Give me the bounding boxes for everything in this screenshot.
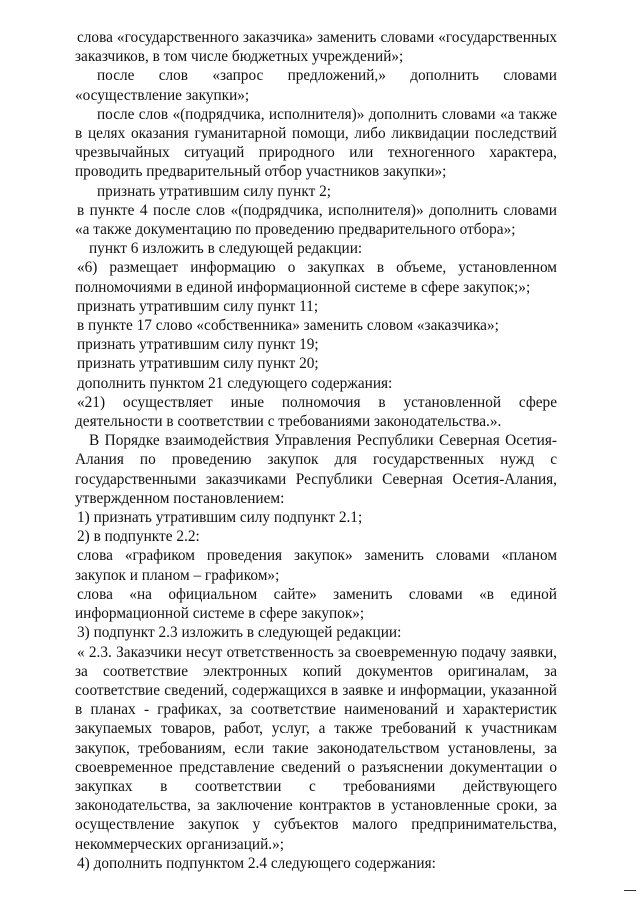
paragraph-16: 2) в подпункте 2.2: xyxy=(77,528,200,546)
paragraph-10: признать утратившим силу пункт 19; xyxy=(77,336,319,354)
paragraph-11: признать утратившим силу пункт 20; xyxy=(77,355,319,373)
paragraph-19: 3) подпункт 2.3 изложить в следующей редакции: xyxy=(77,624,402,642)
paragraph-14: В Порядке взаимодействия Управления Республики Северная Осетия-Алания по проведению закупок для государственных нужд с государственными заказчиками Республики Северная Осетия-Алания, утвержденном постановлением: xyxy=(75,432,557,507)
paragraph-9: в пункте 17 слово «собственника» заменить словом «заказчика»; xyxy=(77,317,499,335)
paragraph-7: «6) размещает информацию о закупках в объеме, установленном полномочиями в единой информационной системе в сфере закупок;»; xyxy=(75,259,557,296)
paragraph-6: пункт 6 изложить в следующей редакции: xyxy=(89,240,363,258)
paragraph-21: 4) дополнить подпунктом 2.4 следующего содержания: xyxy=(77,854,436,872)
paragraph-18: слова «на официальном сайте» заменить словами «в единой информационной системе в сфере закупок»; xyxy=(75,585,557,623)
paragraph-13: «21) осуществляет иные полномочия в установленной сфере деятельности в соответствии с требованиями законодательства.». xyxy=(75,393,557,431)
paragraph-1: слова «государственного заказчика» заменить словами «государственных заказчиков, в том числе бюджетных учреждений»; xyxy=(75,29,557,66)
paragraph-15: 1) признать утратившим силу подпункт 2.1; xyxy=(77,509,363,527)
paragraph-4: признать утратившим силу пункт 2; xyxy=(97,182,331,200)
paragraph-3: после слов «(подрядчика, исполнителя)» дополнить словами «а также в целях оказания гуманитарной помощи, либо ликвидации последствий чрезвычайных ситуаций природного или техногенного характера, проводить предварительный отбор участников закупки»; xyxy=(75,105,557,181)
paragraph-12: дополнить пунктом 21 следующего содержания: xyxy=(77,374,393,392)
paragraph-2: после слов «запрос предложений,» дополнить словами «осуществление закупки»; xyxy=(75,67,557,104)
document-body xyxy=(75,28,557,873)
scan-edge-mark xyxy=(624,890,636,891)
paragraph-17: слова «графиком проведения закупок» заменить словами «планом закупок и планом – графиком»; xyxy=(75,547,557,584)
paragraph-5: в пункте 4 после слов «(подрядчика, исполнителя)» дополнить словами «а также документацию по проведению предварительного отбора»; xyxy=(75,201,557,239)
paragraph-8: признать утратившим силу пункт 11; xyxy=(77,297,319,315)
paragraph-20: « 2.3. Заказчики несут ответственность за своевременную подачу заявки, за соответствие электронных копий документов оригиналам, за соответствие сведений, содержащихся в заявке и информации, указанной в планах - графиках, за соответствие наименований и характеристик закупаемых товаров, работ, услуг, а также требований к участникам закупок, требованиям, если такие законодательством установлены, за своевременное представление сведений о разъяснении документации о закупках в соответствии с требованиями действующего законодательства, за заключение контрактов в установленные сроки, за осуществление закупок у субъектов малого предпринимательства, некоммерческих организаций.»; xyxy=(75,643,557,853)
